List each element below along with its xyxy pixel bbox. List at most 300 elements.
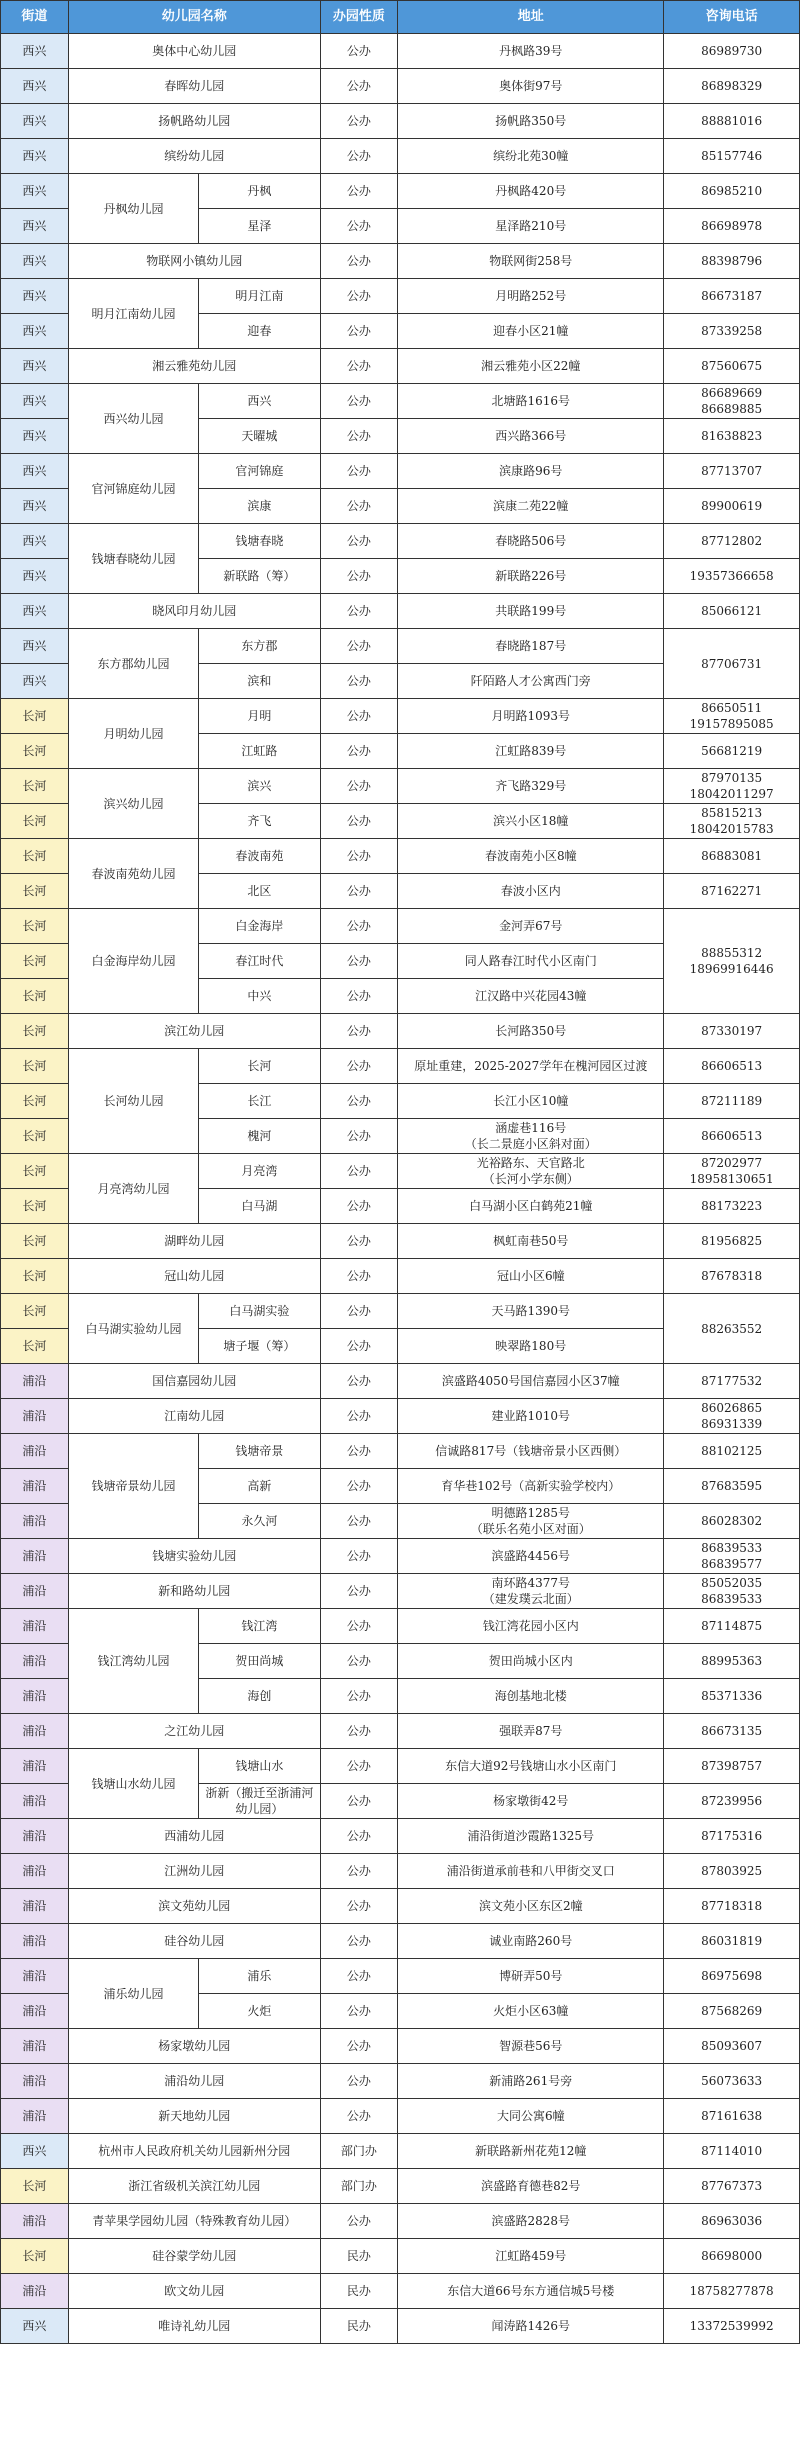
table-row xyxy=(1,699,800,734)
phone-cell: 87161638 xyxy=(664,2099,800,2134)
phone-cell: 87713707 xyxy=(664,454,800,489)
address-cell: 阡陌路人才公寓西门旁 xyxy=(398,664,664,699)
campus-cell: 滨和 xyxy=(199,664,321,699)
street-cell: 浦沿 xyxy=(1,1714,69,1749)
address-cell: 滨盛路4050号国信嘉园小区37幢 xyxy=(398,1364,664,1399)
address-cell: 浦沿街道承前巷和八甲街交叉口 xyxy=(398,1854,664,1889)
type-cell: 公办 xyxy=(320,34,398,69)
table-row xyxy=(1,2274,800,2309)
street-cell: 长河 xyxy=(1,1049,69,1084)
street-cell: 长河 xyxy=(1,839,69,874)
address-cell: 湘云雅苑小区22幢 xyxy=(398,349,664,384)
name-cell: 月明幼儿园 xyxy=(68,699,198,769)
street-cell: 浦沿 xyxy=(1,2064,69,2099)
address-cell: 新联路226号 xyxy=(398,559,664,594)
street-cell: 长河 xyxy=(1,909,69,944)
street-cell: 西兴 xyxy=(1,594,69,629)
address-cell: 滨盛路育德巷82号 xyxy=(398,2169,664,2204)
phone-cell: 85815213 18042015783 xyxy=(664,804,800,839)
address-cell: 春波小区内 xyxy=(398,874,664,909)
street-cell: 浦沿 xyxy=(1,1364,69,1399)
phone-cell: 13372539992 xyxy=(664,2309,800,2344)
street-cell: 浦沿 xyxy=(1,1994,69,2029)
campus-cell: 海创 xyxy=(199,1679,321,1714)
phone-cell: 87175316 xyxy=(664,1819,800,1854)
street-cell: 西兴 xyxy=(1,559,69,594)
table-row xyxy=(1,1014,800,1049)
type-cell: 公办 xyxy=(320,314,398,349)
table-row xyxy=(1,2239,800,2274)
address-cell: 月明路1093号 xyxy=(398,699,664,734)
table-row xyxy=(1,279,800,314)
type-cell: 公办 xyxy=(320,629,398,664)
phone-cell: 87398757 xyxy=(664,1749,800,1784)
address-cell: 滨康路96号 xyxy=(398,454,664,489)
type-cell: 民办 xyxy=(320,2309,398,2344)
address-cell: 迎春小区21幢 xyxy=(398,314,664,349)
header-phone: 咨询电话 xyxy=(664,1,800,34)
campus-cell: 浙新（搬迁至浙浦河幼儿园） xyxy=(199,1784,321,1819)
type-cell: 公办 xyxy=(320,244,398,279)
table-row xyxy=(1,69,800,104)
address-cell: 冠山小区6幢 xyxy=(398,1259,664,1294)
address-cell: 共联路199号 xyxy=(398,594,664,629)
street-cell: 浦沿 xyxy=(1,1644,69,1679)
street-cell: 西兴 xyxy=(1,524,69,559)
phone-cell: 86698000 xyxy=(664,2239,800,2274)
address-cell: 东信大道66号东方通信城5号楼 xyxy=(398,2274,664,2309)
campus-cell: 贺田尚城 xyxy=(199,1644,321,1679)
phone-cell: 85157746 xyxy=(664,139,800,174)
campus-cell: 槐河 xyxy=(199,1119,321,1154)
phone-cell: 85093607 xyxy=(664,2029,800,2064)
table-row xyxy=(1,629,800,664)
phone-cell: 86673135 xyxy=(664,1714,800,1749)
campus-cell: 新联路（筹） xyxy=(199,559,321,594)
phone-cell: 86698978 xyxy=(664,209,800,244)
address-cell: 新浦路261号旁 xyxy=(398,2064,664,2099)
type-cell: 公办 xyxy=(320,1784,398,1819)
name-cell: 冠山幼儿园 xyxy=(68,1259,320,1294)
street-cell: 西兴 xyxy=(1,69,69,104)
phone-cell: 19357366658 xyxy=(664,559,800,594)
street-cell: 长河 xyxy=(1,1014,69,1049)
type-cell: 公办 xyxy=(320,1994,398,2029)
type-cell: 公办 xyxy=(320,1854,398,1889)
type-cell: 公办 xyxy=(320,1084,398,1119)
name-cell: 滨江幼儿园 xyxy=(68,1014,320,1049)
address-cell: 贺田尚城小区内 xyxy=(398,1644,664,1679)
name-cell: 之江幼儿园 xyxy=(68,1714,320,1749)
street-cell: 西兴 xyxy=(1,384,69,419)
type-cell: 公办 xyxy=(320,1714,398,1749)
campus-cell: 永久河 xyxy=(199,1504,321,1539)
street-cell: 长河 xyxy=(1,874,69,909)
phone-cell: 87803925 xyxy=(664,1854,800,1889)
type-cell: 公办 xyxy=(320,944,398,979)
name-cell: 江南幼儿园 xyxy=(68,1399,320,1434)
address-cell: 滨康二苑22幢 xyxy=(398,489,664,524)
name-cell: 钱江湾幼儿园 xyxy=(68,1609,198,1714)
type-cell: 公办 xyxy=(320,1609,398,1644)
address-cell: 原址重建，2025-2027学年在槐河园区过渡 xyxy=(398,1049,664,1084)
address-cell: 江虹路839号 xyxy=(398,734,664,769)
phone-cell: 88855312 18969916446 xyxy=(664,909,800,1014)
address-cell: 明德路1285号 （联乐名苑小区对面） xyxy=(398,1504,664,1539)
name-cell: 春波南苑幼儿园 xyxy=(68,839,198,909)
street-cell: 西兴 xyxy=(1,419,69,454)
type-cell: 公办 xyxy=(320,209,398,244)
phone-cell: 86689669 86689885 xyxy=(664,384,800,419)
type-cell: 公办 xyxy=(320,664,398,699)
street-cell: 浦沿 xyxy=(1,1609,69,1644)
type-cell: 公办 xyxy=(320,769,398,804)
table-body xyxy=(1,34,800,2344)
campus-cell: 塘子堰（筹） xyxy=(199,1329,321,1364)
type-cell: 公办 xyxy=(320,524,398,559)
type-cell: 公办 xyxy=(320,489,398,524)
address-cell: 强联弄87号 xyxy=(398,1714,664,1749)
phone-cell: 81638823 xyxy=(664,419,800,454)
type-cell: 公办 xyxy=(320,384,398,419)
type-cell: 公办 xyxy=(320,1434,398,1469)
street-cell: 西兴 xyxy=(1,2134,69,2169)
table-row xyxy=(1,1854,800,1889)
phone-cell: 87568269 xyxy=(664,1994,800,2029)
table-row xyxy=(1,1294,800,1329)
name-cell: 硅谷蒙学幼儿园 xyxy=(68,2239,320,2274)
phone-cell: 87718318 xyxy=(664,1889,800,1924)
table-row xyxy=(1,2029,800,2064)
campus-cell: 白马湖 xyxy=(199,1189,321,1224)
name-cell: 钱塘实验幼儿园 xyxy=(68,1539,320,1574)
street-cell: 西兴 xyxy=(1,349,69,384)
phone-cell: 81956825 xyxy=(664,1224,800,1259)
type-cell: 公办 xyxy=(320,559,398,594)
table-row xyxy=(1,1259,800,1294)
header-address: 地址 xyxy=(398,1,664,34)
phone-cell: 86606513 xyxy=(664,1049,800,1084)
type-cell: 公办 xyxy=(320,594,398,629)
street-cell: 西兴 xyxy=(1,2309,69,2344)
address-cell: 火炬小区63幢 xyxy=(398,1994,664,2029)
type-cell: 公办 xyxy=(320,1504,398,1539)
table-row xyxy=(1,34,800,69)
street-cell: 长河 xyxy=(1,1259,69,1294)
campus-cell: 长河 xyxy=(199,1049,321,1084)
table-row xyxy=(1,1924,800,1959)
street-cell: 浦沿 xyxy=(1,1924,69,1959)
header-name: 幼儿园名称 xyxy=(68,1,320,34)
name-cell: 扬帆路幼儿园 xyxy=(68,104,320,139)
phone-cell: 86839533 86839577 xyxy=(664,1539,800,1574)
address-cell: 春晓路506号 xyxy=(398,524,664,559)
table-row xyxy=(1,1049,800,1084)
phone-cell: 87114875 xyxy=(664,1609,800,1644)
type-cell: 公办 xyxy=(320,419,398,454)
campus-cell: 长江 xyxy=(199,1084,321,1119)
street-cell: 西兴 xyxy=(1,489,69,524)
phone-cell: 86963036 xyxy=(664,2204,800,2239)
phone-cell: 86898329 xyxy=(664,69,800,104)
address-cell: 春晓路187号 xyxy=(398,629,664,664)
name-cell: 浦沿幼儿园 xyxy=(68,2064,320,2099)
street-cell: 长河 xyxy=(1,1224,69,1259)
type-cell: 公办 xyxy=(320,2029,398,2064)
phone-cell: 88995363 xyxy=(664,1644,800,1679)
address-cell: 齐飞路329号 xyxy=(398,769,664,804)
street-cell: 长河 xyxy=(1,2169,69,2204)
table-row xyxy=(1,244,800,279)
campus-cell: 东方郡 xyxy=(199,629,321,664)
name-cell: 新天地幼儿园 xyxy=(68,2099,320,2134)
campus-cell: 迎春 xyxy=(199,314,321,349)
type-cell: 民办 xyxy=(320,2274,398,2309)
type-cell: 公办 xyxy=(320,874,398,909)
table-row xyxy=(1,524,800,559)
campus-cell: 官河锦庭 xyxy=(199,454,321,489)
table-row xyxy=(1,1609,800,1644)
type-cell: 公办 xyxy=(320,734,398,769)
phone-cell: 86975698 xyxy=(664,1959,800,1994)
name-cell: 丹枫幼儿园 xyxy=(68,174,198,244)
name-cell: 西兴幼儿园 xyxy=(68,384,198,454)
address-cell: 东信大道92号钱塘山水小区南门 xyxy=(398,1749,664,1784)
campus-cell: 钱江湾 xyxy=(199,1609,321,1644)
name-cell: 东方郡幼儿园 xyxy=(68,629,198,699)
name-cell: 奥体中心幼儿园 xyxy=(68,34,320,69)
address-cell: 春波南苑小区8幢 xyxy=(398,839,664,874)
table-row xyxy=(1,454,800,489)
phone-cell: 56681219 xyxy=(664,734,800,769)
street-cell: 浦沿 xyxy=(1,1539,69,1574)
street-cell: 浦沿 xyxy=(1,2204,69,2239)
type-cell: 公办 xyxy=(320,69,398,104)
phone-cell: 86606513 xyxy=(664,1119,800,1154)
street-cell: 长河 xyxy=(1,979,69,1014)
campus-cell: 西兴 xyxy=(199,384,321,419)
table-row xyxy=(1,839,800,874)
campus-cell: 明月江南 xyxy=(199,279,321,314)
address-cell: 信诚路817号（钱塘帝景小区西侧） xyxy=(398,1434,664,1469)
type-cell: 公办 xyxy=(320,1889,398,1924)
type-cell: 公办 xyxy=(320,839,398,874)
address-cell: 滨盛路2828号 xyxy=(398,2204,664,2239)
name-cell: 缤纷幼儿园 xyxy=(68,139,320,174)
table-row xyxy=(1,2134,800,2169)
address-cell: 滨盛路4456号 xyxy=(398,1539,664,1574)
campus-cell: 滨康 xyxy=(199,489,321,524)
type-cell: 公办 xyxy=(320,1469,398,1504)
type-cell: 公办 xyxy=(320,1224,398,1259)
street-cell: 浦沿 xyxy=(1,1749,69,1784)
address-cell: 智源巷56号 xyxy=(398,2029,664,2064)
street-cell: 浦沿 xyxy=(1,1574,69,1609)
phone-cell: 87211189 xyxy=(664,1084,800,1119)
type-cell: 公办 xyxy=(320,2204,398,2239)
table-row xyxy=(1,349,800,384)
phone-cell: 86026865 86931339 xyxy=(664,1399,800,1434)
street-cell: 西兴 xyxy=(1,454,69,489)
table-row xyxy=(1,1889,800,1924)
type-cell: 公办 xyxy=(320,1539,398,1574)
address-cell: 海创基地北楼 xyxy=(398,1679,664,1714)
phone-cell: 87706731 xyxy=(664,629,800,699)
address-cell: 涵虚巷116号 （长二景庭小区斜对面） xyxy=(398,1119,664,1154)
address-cell: 育华巷102号（高新实验学校内） xyxy=(398,1469,664,1504)
address-cell: 白马湖小区白鹤苑21幢 xyxy=(398,1189,664,1224)
table-row xyxy=(1,1364,800,1399)
phone-cell: 89900619 xyxy=(664,489,800,524)
campus-cell: 齐飞 xyxy=(199,804,321,839)
name-cell: 欧文幼儿园 xyxy=(68,2274,320,2309)
type-cell: 公办 xyxy=(320,174,398,209)
address-cell: 南环路4377号 （建发璞云北面） xyxy=(398,1574,664,1609)
header-type: 办园性质 xyxy=(320,1,398,34)
street-cell: 西兴 xyxy=(1,314,69,349)
phone-cell: 87339258 xyxy=(664,314,800,349)
table-row xyxy=(1,769,800,804)
street-cell: 西兴 xyxy=(1,279,69,314)
campus-cell: 丹枫 xyxy=(199,174,321,209)
campus-cell: 白金海岸 xyxy=(199,909,321,944)
phone-cell: 86031819 xyxy=(664,1924,800,1959)
address-cell: 星泽路210号 xyxy=(398,209,664,244)
street-cell: 长河 xyxy=(1,1084,69,1119)
street-cell: 西兴 xyxy=(1,139,69,174)
table-row xyxy=(1,104,800,139)
name-cell: 白金海岸幼儿园 xyxy=(68,909,198,1014)
campus-cell: 江虹路 xyxy=(199,734,321,769)
campus-cell: 钱塘春晓 xyxy=(199,524,321,559)
phone-cell: 88102125 xyxy=(664,1434,800,1469)
street-cell: 浦沿 xyxy=(1,1819,69,1854)
table-row xyxy=(1,1399,800,1434)
phone-cell: 87767373 xyxy=(664,2169,800,2204)
type-cell: 公办 xyxy=(320,1679,398,1714)
type-cell: 公办 xyxy=(320,1959,398,1994)
campus-cell: 春波南苑 xyxy=(199,839,321,874)
phone-cell: 86883081 xyxy=(664,839,800,874)
table-row xyxy=(1,1714,800,1749)
name-cell: 杨家墩幼儿园 xyxy=(68,2029,320,2064)
street-cell: 浦沿 xyxy=(1,1889,69,1924)
type-cell: 公办 xyxy=(320,1049,398,1084)
type-cell: 公办 xyxy=(320,1364,398,1399)
name-cell: 浦乐幼儿园 xyxy=(68,1959,198,2029)
address-cell: 博研弄50号 xyxy=(398,1959,664,1994)
address-cell: 扬帆路350号 xyxy=(398,104,664,139)
street-cell: 浦沿 xyxy=(1,1784,69,1819)
name-cell: 晓风印月幼儿园 xyxy=(68,594,320,629)
street-cell: 西兴 xyxy=(1,104,69,139)
street-cell: 长河 xyxy=(1,1189,69,1224)
phone-cell: 86989730 xyxy=(664,34,800,69)
name-cell: 湘云雅苑幼儿园 xyxy=(68,349,320,384)
address-cell: 滨文苑小区东区2幢 xyxy=(398,1889,664,1924)
phone-cell: 87162271 xyxy=(664,874,800,909)
type-cell: 公办 xyxy=(320,1154,398,1189)
address-cell: 长江小区10幢 xyxy=(398,1084,664,1119)
street-cell: 长河 xyxy=(1,944,69,979)
table-row xyxy=(1,2204,800,2239)
street-cell: 长河 xyxy=(1,1329,69,1364)
table-row xyxy=(1,139,800,174)
address-cell: 浦沿街道沙霞路1325号 xyxy=(398,1819,664,1854)
name-cell: 明月江南幼儿园 xyxy=(68,279,198,349)
address-cell: 缤纷北苑30幢 xyxy=(398,139,664,174)
type-cell: 部门办 xyxy=(320,2134,398,2169)
campus-cell: 天曜城 xyxy=(199,419,321,454)
table-row xyxy=(1,909,800,944)
street-cell: 浦沿 xyxy=(1,1469,69,1504)
type-cell: 公办 xyxy=(320,1924,398,1959)
phone-cell: 86028302 xyxy=(664,1504,800,1539)
campus-cell: 月亮湾 xyxy=(199,1154,321,1189)
address-cell: 大同公寓6幢 xyxy=(398,2099,664,2134)
type-cell: 公办 xyxy=(320,1644,398,1679)
name-cell: 钱塘山水幼儿园 xyxy=(68,1749,198,1819)
name-cell: 长河幼儿园 xyxy=(68,1049,198,1154)
street-cell: 浦沿 xyxy=(1,1854,69,1889)
campus-cell: 白马湖实验 xyxy=(199,1294,321,1329)
address-cell: 物联网街258号 xyxy=(398,244,664,279)
street-cell: 浦沿 xyxy=(1,1679,69,1714)
table-row xyxy=(1,1819,800,1854)
table-row xyxy=(1,174,800,209)
table-row xyxy=(1,1154,800,1189)
campus-cell: 北区 xyxy=(199,874,321,909)
address-cell: 新联路新州花苑12幢 xyxy=(398,2134,664,2169)
campus-cell: 月明 xyxy=(199,699,321,734)
street-cell: 西兴 xyxy=(1,174,69,209)
address-cell: 长河路350号 xyxy=(398,1014,664,1049)
phone-cell: 86673187 xyxy=(664,279,800,314)
header-street: 街道 xyxy=(1,1,69,34)
phone-cell: 86985210 xyxy=(664,174,800,209)
street-cell: 西兴 xyxy=(1,209,69,244)
address-cell: 枫虹南巷50号 xyxy=(398,1224,664,1259)
type-cell: 公办 xyxy=(320,909,398,944)
street-cell: 西兴 xyxy=(1,244,69,279)
name-cell: 钱塘帝景幼儿园 xyxy=(68,1434,198,1539)
campus-cell: 高新 xyxy=(199,1469,321,1504)
address-cell: 江虹路459号 xyxy=(398,2239,664,2274)
type-cell: 公办 xyxy=(320,1329,398,1364)
address-cell: 建业路1010号 xyxy=(398,1399,664,1434)
address-cell: 钱江湾花园小区内 xyxy=(398,1609,664,1644)
type-cell: 民办 xyxy=(320,2239,398,2274)
phone-cell: 88881016 xyxy=(664,104,800,139)
phone-cell: 87712802 xyxy=(664,524,800,559)
street-cell: 西兴 xyxy=(1,34,69,69)
name-cell: 月亮湾幼儿园 xyxy=(68,1154,198,1224)
street-cell: 浦沿 xyxy=(1,2274,69,2309)
address-cell: 北塘路1616号 xyxy=(398,384,664,419)
type-cell: 公办 xyxy=(320,349,398,384)
phone-cell: 85371336 xyxy=(664,1679,800,1714)
name-cell: 杭州市人民政府机关幼儿园新州分园 xyxy=(68,2134,320,2169)
street-cell: 浦沿 xyxy=(1,2099,69,2134)
address-cell: 月明路252号 xyxy=(398,279,664,314)
type-cell: 公办 xyxy=(320,1574,398,1609)
address-cell: 江汉路中兴花园43幢 xyxy=(398,979,664,1014)
name-cell: 春晖幼儿园 xyxy=(68,69,320,104)
table-row xyxy=(1,1434,800,1469)
phone-cell: 87177532 xyxy=(664,1364,800,1399)
street-cell: 长河 xyxy=(1,769,69,804)
street-cell: 浦沿 xyxy=(1,1959,69,1994)
